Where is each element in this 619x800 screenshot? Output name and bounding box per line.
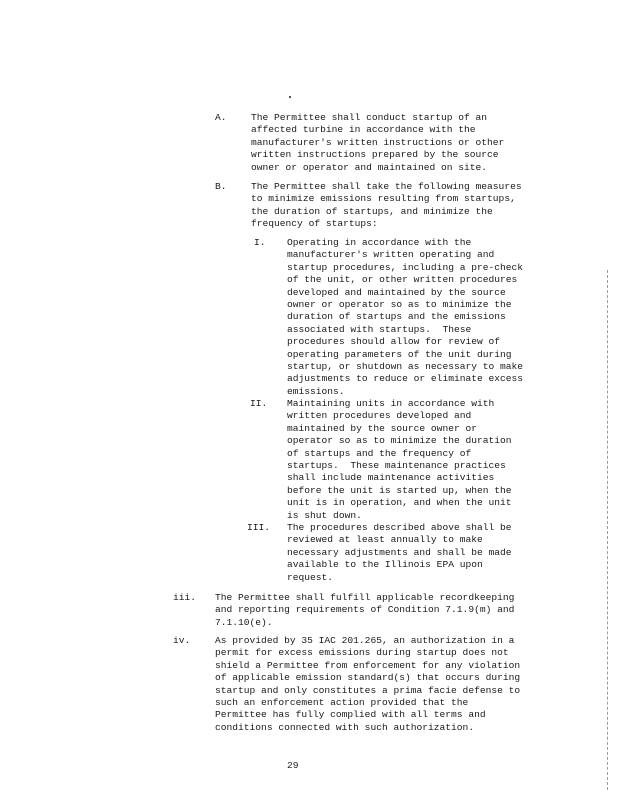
item-marker-iii: iii. (173, 592, 197, 603)
text-line: adjustments to reduce or eliminate excess (287, 373, 524, 385)
paragraph-b-ii (287, 398, 512, 522)
text-line: written procedures developed and (287, 410, 472, 422)
text-line: the duration of startups, and minimize the (251, 205, 493, 217)
paragraph-a (251, 112, 504, 174)
text-line: operating parameters of the unit during (287, 348, 512, 360)
text-line: affected turbine in accordance with the (251, 124, 476, 136)
text-line: request. (287, 571, 334, 583)
text-line: developed and maintained by the source (287, 286, 506, 298)
item-marker-iv: iv. (173, 635, 191, 646)
text-line: available to the Illinois EPA upon (287, 559, 483, 571)
text-line: unit is in operation, and when the unit (287, 497, 512, 509)
text-line: associated with startups. These (287, 323, 472, 335)
text-line: and reporting requirements of Condition 7.1.9(m) and (215, 604, 515, 616)
item-marker-b-ii: II. (250, 398, 268, 409)
text-line: Operating in accordance with the (287, 237, 472, 248)
text-line: before the unit is started up, when the (287, 484, 512, 496)
text-line: conditions connected with such authorization. (215, 721, 475, 733)
text-line: of applicable emission standard(s) that occurs during (215, 672, 521, 684)
item-marker-b-i: I. (254, 237, 266, 248)
text-line: written instructions prepared by the source (251, 149, 499, 161)
text-line: necessary adjustments and shall be made (287, 546, 512, 558)
paragraph-b (251, 181, 522, 231)
item-marker-a: A. (215, 112, 227, 123)
scan-edge-line (607, 270, 608, 790)
text-line: The procedures described above shall be (287, 522, 512, 533)
page-number: 29 (287, 760, 299, 771)
text-line: frequency of startups: (251, 218, 378, 230)
text-line: of startups and the frequency of (287, 447, 472, 459)
text-line: manufacturer's written instructions or other (251, 136, 505, 148)
text-line: to minimize emissions resulting from startups, (251, 193, 516, 205)
paragraph-b-iii (287, 522, 512, 584)
text-line: startup, or shutdown as necessary to make (287, 361, 524, 373)
text-line: procedures should allow for review of (287, 336, 501, 348)
text-line: of the unit, or other written procedures (287, 274, 518, 286)
paragraph-b-i (287, 237, 523, 398)
text-line: duration of startups and the emissions (287, 311, 506, 323)
paragraph-iii (215, 592, 514, 629)
text-line: The Permittee shall take the following measures (251, 181, 522, 192)
text-line: is shut down. (287, 509, 362, 521)
text-line: startups. These maintenance practices (287, 460, 506, 472)
text-line: owner or operator and maintained on site. (251, 161, 488, 173)
text-line: manufacturer's written operating and (287, 249, 495, 261)
item-marker-b-iii: III. (247, 522, 271, 533)
text-line: reviewed at least annually to make (287, 534, 483, 546)
text-line: owner or operator so as to minimize the (287, 299, 512, 311)
text-line: 7.1.10(e). (215, 616, 273, 628)
text-line: startup and only constitutes a prima facie defense to (215, 684, 521, 696)
item-marker-b: B. (215, 181, 227, 192)
text-line: emissions. (287, 385, 345, 397)
text-line: such an enforcement action provided that the (215, 697, 469, 709)
stray-mark (289, 96, 291, 98)
text-line: startup procedures, including a pre-check (287, 261, 524, 273)
text-line: The Permittee shall conduct startup of an (251, 112, 488, 123)
paragraph-iv (215, 635, 520, 734)
text-line: shield a Permittee from enforcement for any violation (215, 659, 521, 671)
text-line: Permittee has fully complied with all terms and (215, 709, 486, 721)
text-line: shall include maintenance activities (287, 472, 495, 484)
text-line: As provided by 35 IAC 201.265, an authorization in a (215, 635, 515, 646)
text-line: operator so as to minimize the duration (287, 435, 512, 447)
text-line: maintained by the source owner or (287, 422, 477, 434)
text-line: permit for excess emissions during startup does not (215, 647, 509, 659)
text-line: Maintaining units in accordance with (287, 398, 495, 409)
text-line: The Permittee shall fulfill applicable recordkeeping (215, 592, 515, 603)
